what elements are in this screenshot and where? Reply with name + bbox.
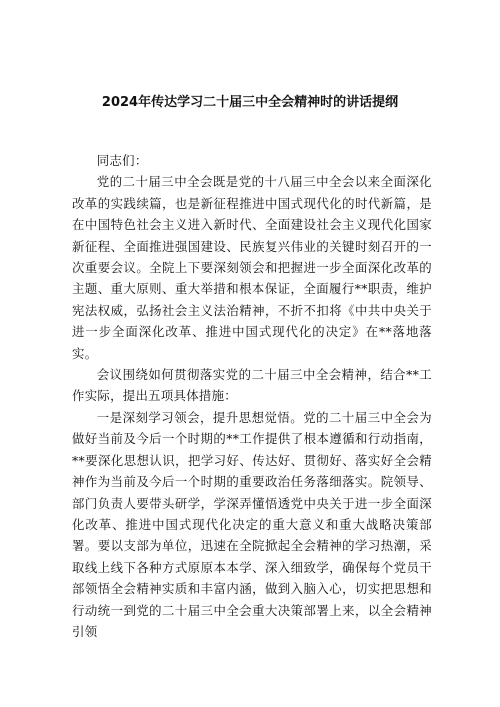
document-title: 2024年传达学习二十届三中全会精神时的讲话提纲 <box>101 95 399 110</box>
paragraph-3: 一是深刻学习领会，提升思想觉悟。党的二十届三中全会为做好当前及今后一个时期的**工作提供了根本遵循和行动指南，**要深化思想认识，把学习好、传达好、贯彻好、落实好全会精神作为当前及今后一个时期的重要政治任务落细落实。院领导、部门负责人要带头研学，学深弄懂悟透党中央关于进一步全面深化改革、推进中国式现代化决定的重大意义和重大战略决策部署。要以支部为单位，迅速在全院掀起全会精神的学习热潮，采取线上线下各种方式原原本本学、深入细致学，确保每个党员干部领悟全会精神实质和丰富内涵，做到入脑入心，切实把思想和行动统一到党的二十届三中全会重大决策部署上来，以全会精神引领 <box>72 409 432 639</box>
salutation: 同志们： <box>96 153 148 168</box>
paragraph-1: 党的二十届三中全会既是党的十八届三中全会以来全面深化改革的实践续篇，也是新征程推进中国式现代化的时代新篇，是在中国特色社会主义进入新时代、全面建设社会主义现代化国家新征程、全面推进强国建设、民族复兴伟业的关键时刻召开的一次重要会议。全院上下要深刻领会和把握进一步全面深化改革的主题、重大原则、重大举措和根本保证，全面履行**职责，维护宪法权威，弘扬社会主义法治精神，不折不扣将《中共中央关于进一步全面深化改革、推进中国式现代化的决定》在**落地落实。 <box>72 174 432 361</box>
paragraph-2: 会议围绕如何贯彻落实党的二十届三中全会精神，结合**工作实际，提出五项具体措施： <box>72 367 432 404</box>
document-body <box>72 150 432 642</box>
